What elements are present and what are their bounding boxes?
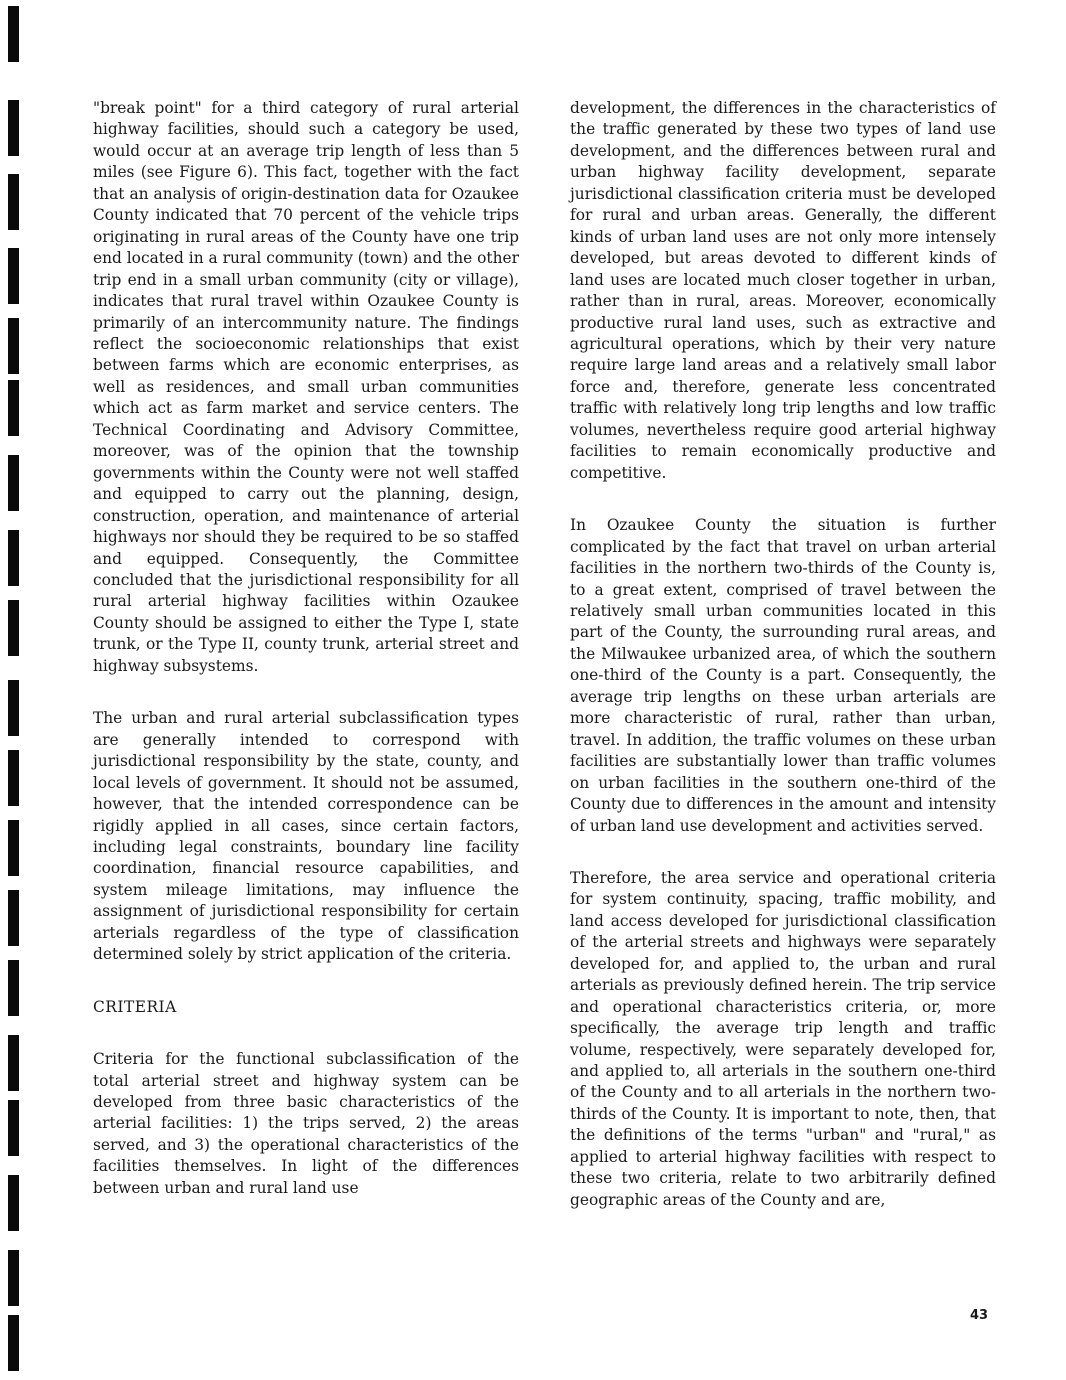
body-paragraph: The urban and rural arterial subclassification types are generally intended to correspond with jurisdictional responsibility by the state, county, and local levels of government. It should not be assumed, however, that the intended correspondence can be rigidly applied in all cases, since certain factors, including legal constraints, boundary line facility coordination, financial resource capabilities, and system mileage limitations, may influence the assignment of jurisdictional responsibility for certain arterials regardless of the type of classification determined solely by strict application of the criteria. [93, 709, 519, 964]
body-paragraph: "break point" for a third category of rural arterial highway facilities, should such a category be used, would occur at an average trip length of less than 5 miles (see Figure 6). This fact, together with the fact that an analysis of origin-destination data for Ozaukee County indicated that 70 percent of the vehicle trips originating in rural areas of the County have one trip end located in a rural community (town) and the other trip end in a small urban community (city or village), indicates that rural travel within Ozaukee County is primarily of an intercommunity nature. The findings reflect the socioeconomic relationships that exist between farms which are economic enterprises, as well as residences, and small urban communities which act as farm market and service centers. The Technical Coordinating and Advisory Committee, moreover, was of the opinion that the township governments within the County were not well staffed and equipped to carry out the planning, design, construction, operation, and maintenance of arterial highways nor should they be required to be so staffed and equipped. Consequently, the Committee concluded that the jurisdictional responsibility for all rural arterial highway facilities within Ozaukee County should be assigned to either the Type I, state trunk, or the Type II, county trunk, arterial street and highway subsystems. [93, 99, 519, 675]
body-paragraph: In Ozaukee County the situation is further complicated by the fact that travel on urban arterial facilities in the northern two-thirds of the County is, to a great extent, comprised of travel between the relatively small urban communities located in this part of the County, the surrounding rural areas, and the Milwaukee urbanized area, of which the southern one-third of the County is a part. Consequently, the average trip lengths on these urban arterials are more characteristic of rural, rather than urban, travel. In addition, the traffic volumes on these urban facilities are substantially lower than traffic volumes on urban facilities in the southern one-third of the County due to differences in the amount and intensity of urban land use development and activities served. [570, 516, 996, 835]
binding-hole-mark [8, 960, 19, 1016]
binding-hole-mark [8, 1315, 19, 1371]
binding-margin [0, 0, 30, 1380]
body-paragraph: Therefore, the area service and operational criteria for system continuity, spacing, traffic mobility, and land access developed for jurisdictional classification of the arterial streets and highways were separately developed for, and applied to, the urban and rural arterials as previously defined herein. The trip service and operational characteristics criteria, or, more specifically, the average trip length and traffic volume, respectively, were separately developed for, and applied to, all arterials in the southern one-third of the County and to all arterials in the northern two-thirds of the County. It is important to note, then, that the definitions of the terms "urban" and "rural," as applied to arterial highway facilities with respect to these two criteria, relate to two arbitrarily defined geographic areas of the County and are, [570, 868, 996, 1209]
binding-hole-mark [8, 1175, 19, 1231]
binding-hole-mark [8, 890, 19, 946]
binding-hole-mark [8, 248, 19, 304]
binding-hole-mark [8, 1100, 19, 1156]
right-column [570, 98, 996, 1211]
left-column [93, 98, 519, 1199]
binding-hole-mark [8, 6, 19, 62]
binding-hole-mark [8, 318, 19, 374]
binding-hole-mark [8, 600, 19, 656]
binding-hole-mark [8, 380, 19, 436]
binding-hole-mark [8, 1250, 19, 1306]
body-paragraph: Criteria for the functional subclassification of the total arterial street and highway system can be developed from three basic characteristics of the arterial facilities: 1) the trips served, 2) the areas served, and 3) the operational characteristics of the facilities themselves. In light of the differences between urban and rural land use [93, 1050, 519, 1197]
binding-hole-mark [8, 530, 19, 586]
binding-hole-mark [8, 820, 19, 876]
binding-hole-mark [8, 680, 19, 736]
body-paragraph: development, the differences in the characteristics of the traffic generated by these two types of land use development, and the differences between rural and urban highway facility development, separate jurisdictional classification criteria must be developed for rural and urban areas. Generally, the different kinds of urban land uses are not only more intensely developed, but areas devoted to different kinds of land uses are located much closer together in urban, rather than in rural, areas. Moreover, economically productive rural land uses, such as extractive and agricultural operations, which by their very nature require large land areas and a relatively small labor force and, therefore, generate less concentrated traffic with relatively long trip lengths and low traffic volumes, nevertheless require good arterial highway facilities to remain economically productive and competitive. [570, 99, 996, 482]
binding-hole-mark [8, 750, 19, 806]
page-number: 43 [970, 1308, 989, 1323]
binding-hole-mark [8, 100, 19, 156]
binding-hole-mark [8, 455, 19, 511]
binding-hole-mark [8, 1035, 19, 1091]
section-heading: CRITERIA [93, 997, 177, 1016]
binding-hole-mark [8, 174, 19, 230]
